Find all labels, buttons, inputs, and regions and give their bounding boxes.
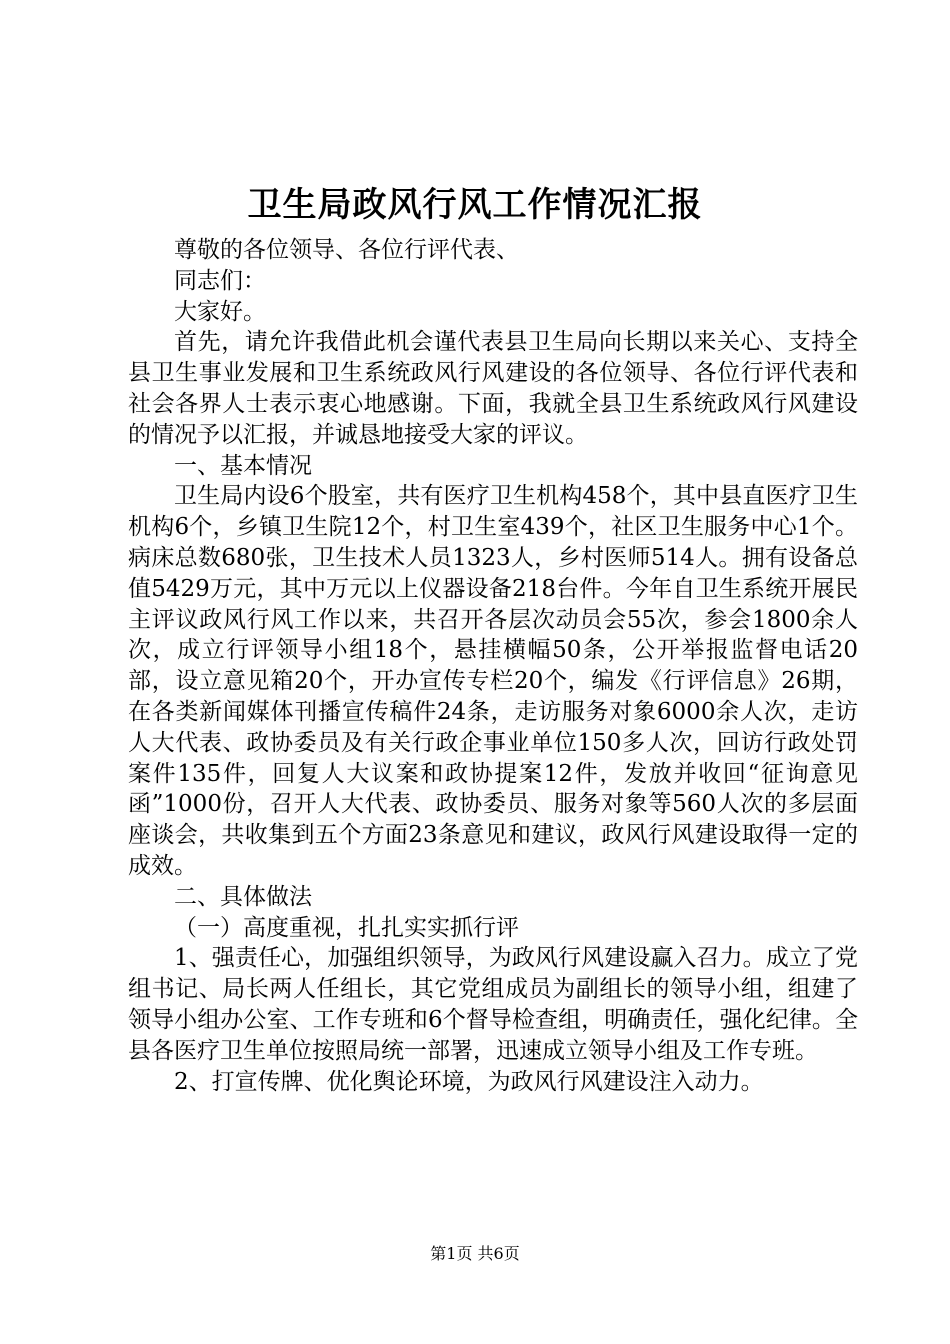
practice-item-1: 1、强责任心，加强组织领导，为政风行风建设赢入召力。成立了党组书记、局长两人任组长，其它党组成员为副组长的领导小组，组建了领导小组办公室、工作专班和6个督导检查组，明确责任，强化纪律。全县各医疗卫生单位按照局统一部署，迅速成立领导小组及工作专班。 xyxy=(128,945,858,1064)
salutation-line-2: 同志们： xyxy=(174,267,266,294)
salutation-line-1: 尊敬的各位领导、各位行评代表、 xyxy=(174,237,519,263)
intro-paragraph: 首先，请允许我借此机会谨代表县卫生局向长期以来关心、支持全县卫生事业发展和卫生系统政风行风建设的各位领导、各位行评代表和社会各界人士表示衷心地感谢。下面，我就全县卫生系统政风行风建设的情况予以汇报，并诚恳地接受大家的评议。 xyxy=(128,329,858,448)
subsection-heading-1: （一）高度重视，扎扎实实抓行评 xyxy=(174,914,519,941)
section-heading-specific-practices: 二、具体做法 xyxy=(174,883,312,910)
page-footer: 第1页 共6页 xyxy=(430,1244,520,1263)
practice-item-2: 2、打宣传牌、优化舆论环境，为政风行风建设注入动力。 xyxy=(174,1068,764,1095)
greeting: 大家好。 xyxy=(174,298,266,325)
section-heading-basic-situation: 一、基本情况 xyxy=(174,452,312,479)
basic-situation-paragraph: 卫生局内设6个股室，共有医疗卫生机构458个，其中县直医疗卫生机构6个，乡镇卫生院12个，村卫生室439个，社区卫生服务中心1个。病床总数680张，卫生技术人员1323人，乡村医师514人。拥有设备总值5429万元，其中万元以上仪器设备218台件。今年自卫生系统开展民主评议政风行风工作以来，共召开各层次动员会55次，参会1800余人次，成立行评领导小组18个，悬挂横幅50条，公开举报监督电话20部，设立意见箱20个，开办宣传专栏20个，编发《行评信息》26期，在各类新闻媒体刊播宣传稿件24条，走访服务对象6000余人次，走访人大代表、政协委员及有关行政企事业单位150多人次，回访行政处罚案件135件，回复人大议案和政协提案12件，发放并收回“征询意见函”1000份，召开人大代表、政协委员、服务对象等560人次的多层面座谈会，共收集到五个方面23条意见和建议，政风行风建设取得一定的成效。 xyxy=(128,483,858,879)
document-body xyxy=(128,235,858,1097)
page-title: 卫生局政风行风工作情况汇报 xyxy=(247,185,703,225)
